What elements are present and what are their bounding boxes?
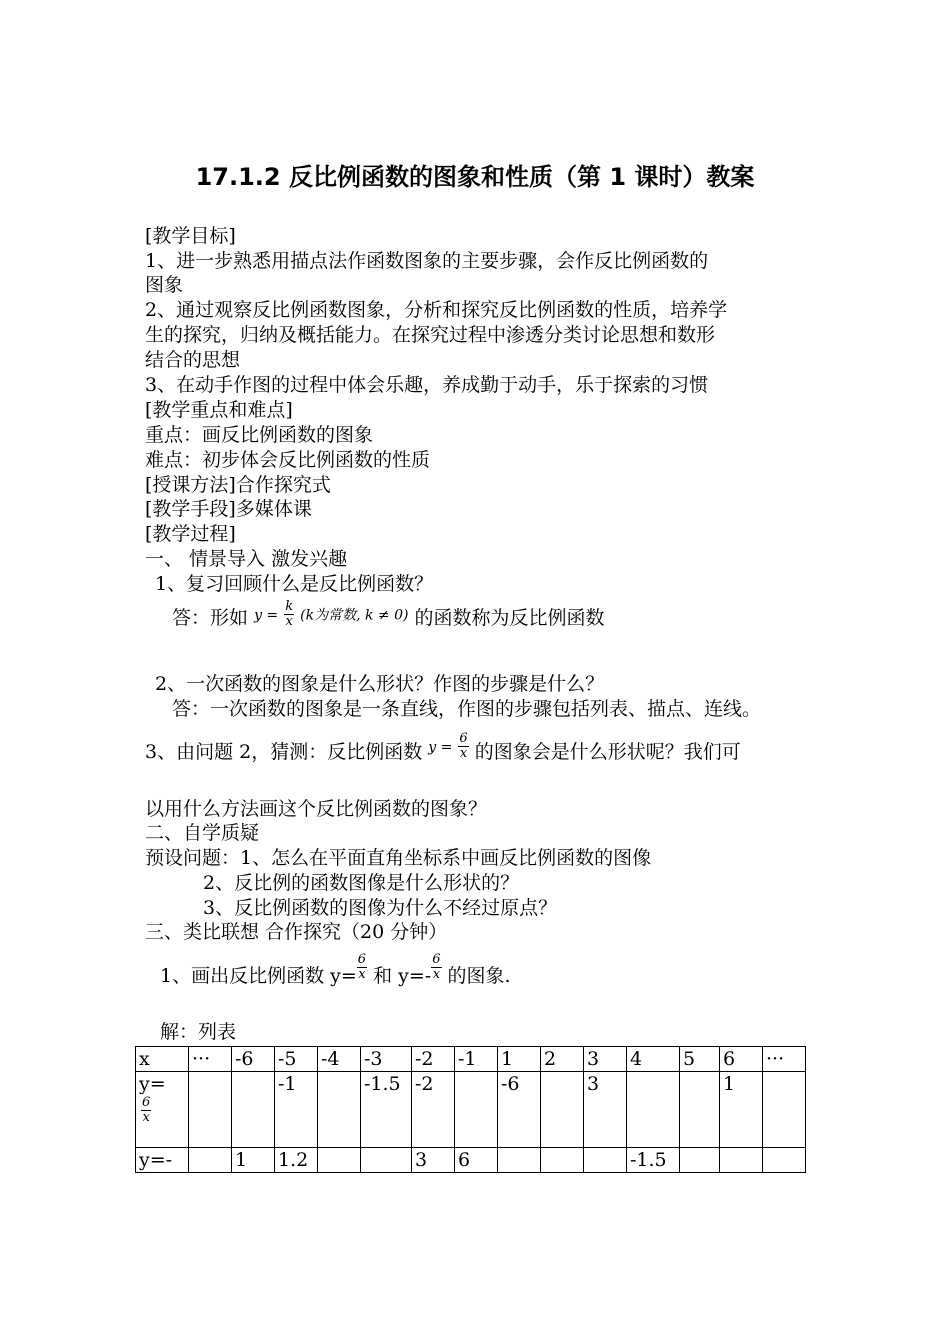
key-points-header: [教学重点和难点] [145,399,293,421]
section-3-heading: 三、类比联想 合作探究（20 分钟） [145,921,448,943]
document-title: 17.1.2 反比例函数的图象和性质（第 1 课时）教案 [195,163,755,191]
preset-question-1: 预设问题：1、怎么在平面直角坐标系中画反比例函数的图像 [145,847,652,869]
table-cell: 1.2 [275,1148,318,1173]
teaching-means: [教学手段]多媒体课 [145,498,312,520]
table-cell [189,1148,232,1173]
task-1-prefix: 1、画出反比例函数 y= [160,965,357,987]
table-cell [318,1148,361,1173]
table-cell: 1 [720,1072,763,1148]
inverse-function-formula [254,600,408,629]
table-cell [584,1148,627,1173]
table-cell: 1 [498,1047,541,1072]
teaching-method: [授课方法]合作探究式 [145,474,331,496]
task-1 [160,951,511,988]
formula-numerator: 6 [459,730,468,746]
goal-3: 3、在动手作图的过程中体会乐趣，养成勤于动手，乐于探索的习惯 [145,374,709,396]
fraction-numerator: 6 [432,951,441,967]
table-cell: 6 [455,1148,498,1173]
table-cell: -6 [498,1072,541,1148]
table-cell [680,1148,720,1173]
fraction-denominator: x [358,966,366,982]
goal-2-line-a: 2、通过观察反比例函数图象，分析和探究反比例函数的性质，培养学 [145,299,728,321]
formula-lhs: y = [428,739,453,755]
preset-question-2: 2、反比例的函数图像是什么形状的？ [203,872,520,894]
table-cell [720,1148,763,1173]
answer-1-suffix: 的函数称为反比例函数 [414,607,605,629]
table-cell [361,1148,412,1173]
table-cell: ··· [189,1047,232,1072]
goal-2-line-b: 生的探究，归纳及概括能力。在探究过程中渗透分类讨论思想和数形 [145,324,716,346]
fraction-denominator: x [432,966,441,982]
question-2: 2、一次函数的图象是什么形状？作图的步骤是什么？ [155,673,605,695]
key-point: 重点：画反比例函数的图象 [145,424,374,446]
section-2-heading: 二、自学质疑 [145,822,260,844]
question-3-prefix: 3、由问题 2，猜测：反比例函数 [145,741,423,763]
y-equals-6-over-x-formula [428,732,468,761]
table-cell: -4 [318,1047,361,1072]
question-3 [145,730,741,764]
table-cell: -1.5 [361,1072,412,1148]
table-cell [498,1148,541,1173]
formula-numerator: k [285,598,294,614]
table-cell [455,1072,498,1148]
table-cell: 3 [584,1047,627,1072]
row-label-cell [136,1072,189,1148]
table-row-x [136,1047,806,1072]
answer-1-prefix: 答：形如 [172,607,249,629]
table-row-y-negative [136,1148,806,1173]
table-cell [232,1072,275,1148]
goal-1-line-a: 1、进一步熟悉用描点法作函数图象的主要步骤，会作反比例函数的 [145,250,709,272]
formula-fraction [458,732,468,761]
table-cell [627,1072,680,1148]
fraction-denominator: x [142,1110,150,1125]
fraction-numerator: 6 [142,1095,151,1110]
teaching-process-header: [教学过程] [145,523,236,545]
section-1-heading: 一、 情景导入 激发兴趣 [145,548,348,570]
table-cell [189,1072,232,1148]
task-fraction-1 [357,953,367,982]
table-cell: -6 [232,1047,275,1072]
fraction-numerator: 6 [357,951,367,967]
row-label: y= [139,1073,166,1095]
table-cell [763,1072,806,1148]
goal-header: [教学目标] [145,225,236,247]
value-table [135,1046,806,1173]
table-cell [680,1072,720,1148]
task-1-middle: 和 y=- [367,965,432,987]
table-cell: -1 [455,1047,498,1072]
answer-1 [172,598,605,630]
question-3-continued: 以用什么方法画这个反比例函数的图象？ [145,798,488,820]
table-cell: -2 [412,1072,455,1148]
row-label: y=- [136,1148,189,1173]
formula-condition: (k为常数, k ≠ 0) [300,607,409,623]
row-label-fraction [141,1096,151,1125]
table-cell [541,1148,584,1173]
table-cell: -1.5 [627,1148,680,1173]
goal-2-line-c: 结合的思想 [145,349,241,371]
table-cell: ··· [763,1047,806,1072]
table-cell: 2 [541,1047,584,1072]
formula-denominator: x [285,613,293,629]
task-1-suffix: 的图象. [441,965,511,987]
table-cell: 3 [584,1072,627,1148]
table-cell: -1 [275,1072,318,1148]
table-cell: -3 [361,1047,412,1072]
table-cell: 3 [412,1148,455,1173]
table-cell: -5 [275,1047,318,1072]
table-cell: -2 [412,1047,455,1072]
preset-question-3: 3、反比例函数的图像为什么不经过原点？ [203,897,558,919]
formula-denominator: x [459,745,468,761]
formula-fraction [284,600,294,629]
goal-1-line-b: 图象 [145,274,184,296]
table-cell: 5 [680,1047,720,1072]
table-cell: x [136,1047,189,1072]
formula-lhs: y = [254,607,279,623]
answer-2: 答：一次函数的图象是一条直线，作图的步骤包括列表、描点、连线。 [172,698,762,720]
table-cell: 1 [232,1148,275,1173]
table-cell [541,1072,584,1148]
table-cell: 6 [720,1047,763,1072]
table-row-y-positive [136,1072,806,1148]
difficult-point: 难点：初步体会反比例函数的性质 [145,449,431,471]
table-cell [763,1148,806,1173]
task-fraction-2 [431,953,441,982]
question-3-suffix: 的图象会是什么形状呢？我们可 [474,741,741,763]
table-cell: 4 [627,1047,680,1072]
solution-label: 解：列表 [160,1021,237,1043]
table-cell [318,1072,361,1148]
question-1: 1、复习回顾什么是反比例函数？ [155,573,434,595]
